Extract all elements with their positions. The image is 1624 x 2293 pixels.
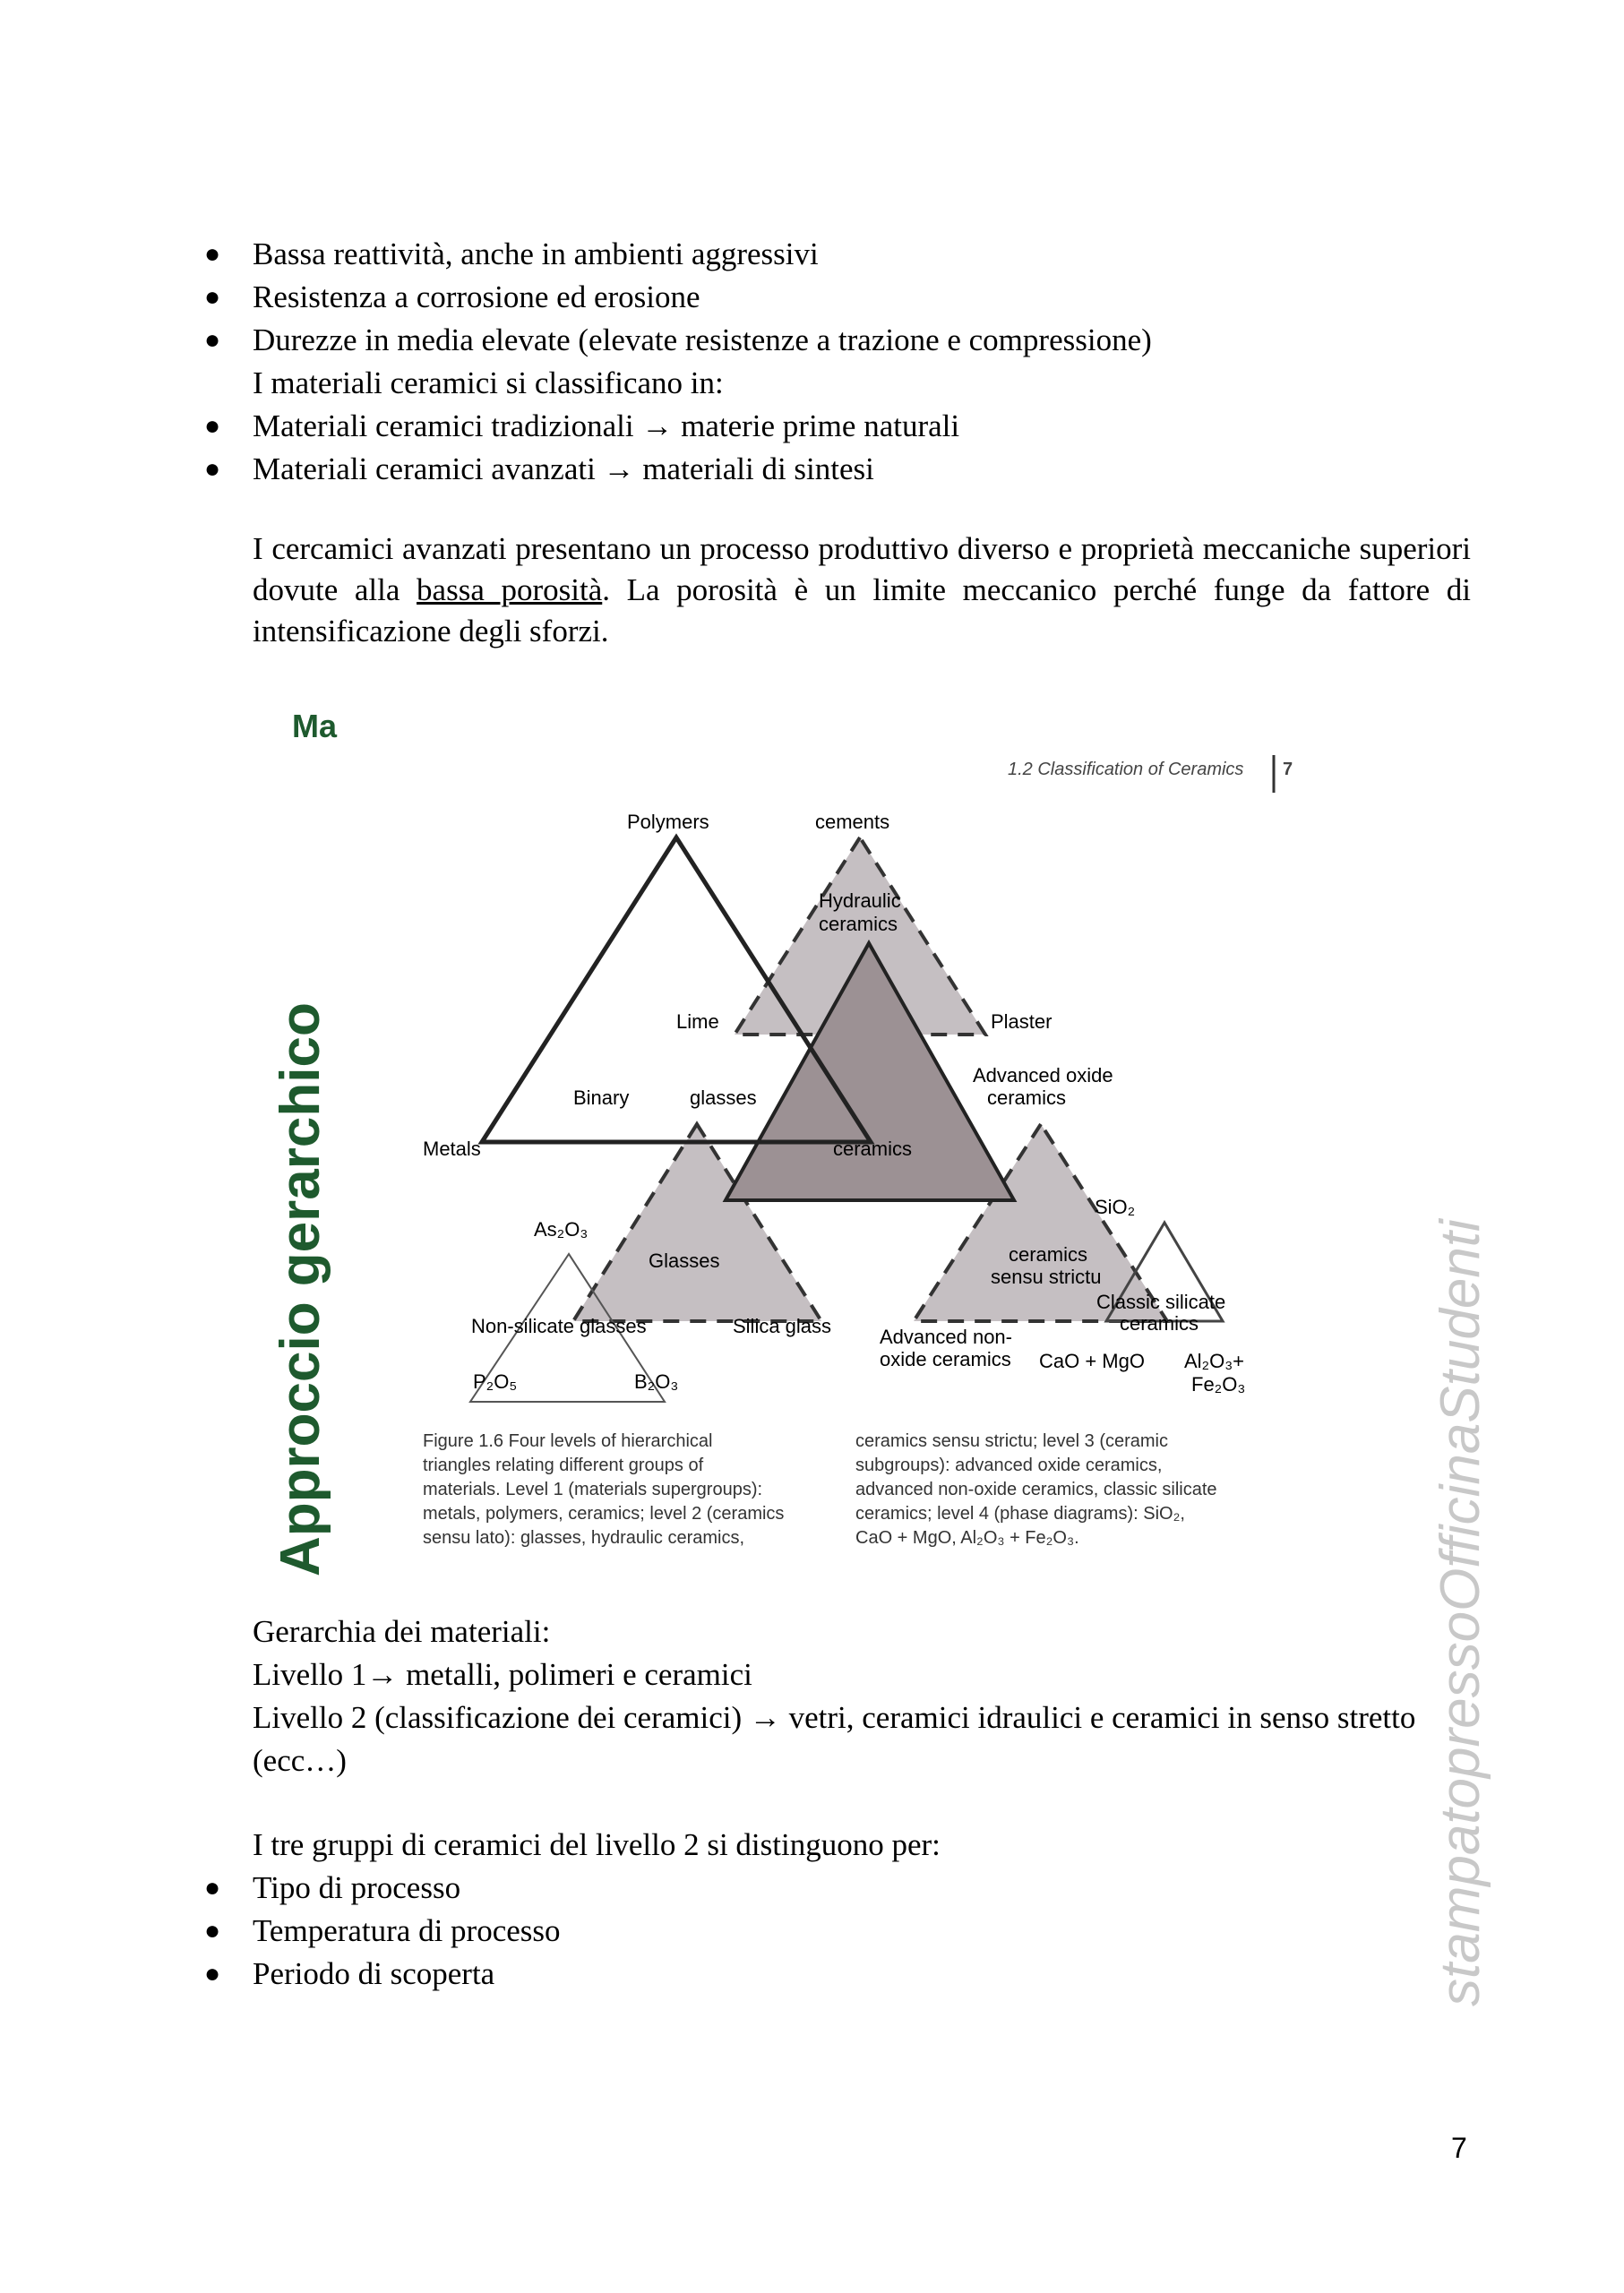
page-number: 7	[1451, 2132, 1467, 2164]
list-item	[197, 448, 959, 491]
list-item-text: Durezze in media elevate (elevate resistenze a trazione e compressione)	[253, 322, 1152, 357]
hierarchical-triangles-figure	[269, 694, 1344, 1599]
label-lime: Lime	[676, 1010, 719, 1033]
label-sio2: SiO₂	[1095, 1196, 1136, 1218]
list-item	[197, 276, 1152, 319]
bullet-icon: ●	[204, 454, 221, 484]
label-sensu-strictu: sensu strictu	[991, 1266, 1102, 1288]
list-item-text: Materiali ceramici tradizionali → materie prime naturali	[253, 408, 960, 443]
list-item	[197, 1910, 561, 1953]
label-classic-silicate: Classic silicate	[1096, 1291, 1226, 1313]
list-item	[197, 233, 1152, 276]
label-hydraulic: Hydraulic	[819, 889, 901, 912]
book-header: 1.2 Classification of Ceramics	[1008, 760, 1244, 779]
bullet-icon: ●	[204, 282, 221, 312]
caption-right-line: ceramics; level 4 (phase diagrams): SiO₂,	[855, 1504, 1185, 1524]
label-sensu-ceramics: ceramics	[1009, 1243, 1088, 1266]
label-advanced-oxide: Advanced oxide	[973, 1064, 1113, 1086]
figure-caption	[423, 1431, 1217, 1548]
list-item	[197, 319, 1152, 362]
hierarchy-title: Gerarchia dei materiali:	[253, 1614, 551, 1649]
caption-right-line: CaO + MgO, Al₂O₃ + Fe₂O₃.	[855, 1528, 1079, 1548]
caption-left-line: metals, polymers, ceramics; level 2 (ceramics	[423, 1504, 785, 1524]
distinction-bullet-list	[197, 1867, 561, 1996]
label-hydraulic-ceramics: ceramics	[819, 913, 898, 935]
classification-bullet-list	[197, 405, 959, 491]
label-oxide-ceramics: oxide ceramics	[880, 1348, 1011, 1370]
bullet-icon: ●	[204, 1959, 221, 1988]
hierarchy-level1: Livello 1→ metalli, polimeri e ceramici	[253, 1657, 752, 1692]
label-binary: Binary	[573, 1086, 630, 1109]
paragraph-text-end: . La porosità è un limite meccanico perché funge da fattore di intensificazione degli sforzi.	[253, 572, 1471, 648]
cut-heading: Ma	[292, 708, 338, 744]
label-polymers: Polymers	[627, 811, 709, 833]
caption-left-line: triangles relating different groups of	[423, 1456, 704, 1475]
bullet-icon: ●	[204, 411, 221, 441]
list-item-text: Tipo di processo	[253, 1870, 461, 1905]
label-advanced-non: Advanced non-	[880, 1326, 1012, 1348]
bullet-icon: ●	[204, 1873, 221, 1902]
label-classic-silicate-ceramics: ceramics	[1120, 1312, 1199, 1335]
list-item-text: Bassa reattività, anche in ambienti aggressivi	[253, 236, 819, 271]
label-as2o3: As₂O₃	[534, 1218, 589, 1241]
label-b2o3: B₂O₃	[634, 1370, 679, 1393]
label-al2o3: Al₂O₃+	[1184, 1350, 1245, 1372]
list-item	[197, 405, 959, 448]
underlined-term: bassa porosità	[417, 572, 603, 607]
label-p2o5: P₂O₅	[473, 1370, 518, 1393]
caption-right-line: subgroups): advanced oxide ceramics,	[855, 1456, 1163, 1475]
hierarchy-level2: Livello 2 (classificazione dei ceramici) → vetri, ceramici idraulici e ceramici in senso stretto	[253, 1700, 1416, 1735]
property-bullet-list	[197, 233, 1152, 362]
label-silica-glass: Silica glass	[733, 1315, 832, 1337]
caption-right-line: advanced non-oxide ceramics, classic silicate	[855, 1480, 1217, 1499]
advanced-ceramics-paragraph	[253, 528, 1471, 652]
list-item	[197, 1867, 561, 1910]
label-non-silicate-glasses: Non-silicate glasses	[471, 1315, 647, 1337]
label-cao-mgo: CaO + MgO	[1039, 1350, 1145, 1372]
watermark: stampatopressoOfficinaStudenti	[1430, 1219, 1491, 2006]
caption-left-line: Figure 1.6 Four levels of hierarchical	[423, 1431, 713, 1451]
label-advanced-oxide-ceramics: ceramics	[987, 1086, 1067, 1109]
level2-intro: I tre gruppi di ceramici del livello 2 si distinguono per:	[253, 1827, 941, 1862]
hierarchy-level2-cont: (ecc…)	[253, 1743, 347, 1778]
label-glasses: glasses	[690, 1086, 757, 1109]
figure-side-title: Approccio gerarchico	[270, 1002, 331, 1576]
list-item-text: Materiali ceramici avanzati → materiali di sintesi	[253, 451, 874, 486]
caption-left-line: materials. Level 1 (materials supergroups):	[423, 1480, 763, 1499]
classification-intro: I materiali ceramici si classificano in:	[253, 365, 724, 400]
label-cements: cements	[815, 811, 890, 833]
caption-left-line: sensu lato): glasses, hydraulic ceramics,	[423, 1528, 745, 1548]
label-plaster: Plaster	[991, 1010, 1053, 1033]
paragraph-text: I cercamici avanzati presentano un processo produttivo diverso e proprietà meccaniche superiori dovute alla	[253, 531, 1471, 607]
list-item-text: Resistenza a corrosione ed erosione	[253, 279, 700, 314]
caption-right-line: ceramics sensu strictu; level 3 (ceramic	[855, 1431, 1168, 1451]
book-page-number: 7	[1283, 760, 1293, 779]
label-ceramics: ceramics	[833, 1138, 913, 1160]
list-item-text: Periodo di scoperta	[253, 1956, 495, 1991]
list-item	[197, 1953, 561, 1996]
bullet-icon: ●	[204, 325, 221, 355]
label-metals: Metals	[423, 1138, 481, 1160]
bullet-icon: ●	[204, 1916, 221, 1945]
list-item-text: Temperatura di processo	[253, 1913, 561, 1948]
label-glasses-cap: Glasses	[649, 1250, 720, 1272]
label-fe2o3: Fe₂O₃	[1191, 1373, 1246, 1396]
bullet-icon: ●	[204, 239, 221, 269]
